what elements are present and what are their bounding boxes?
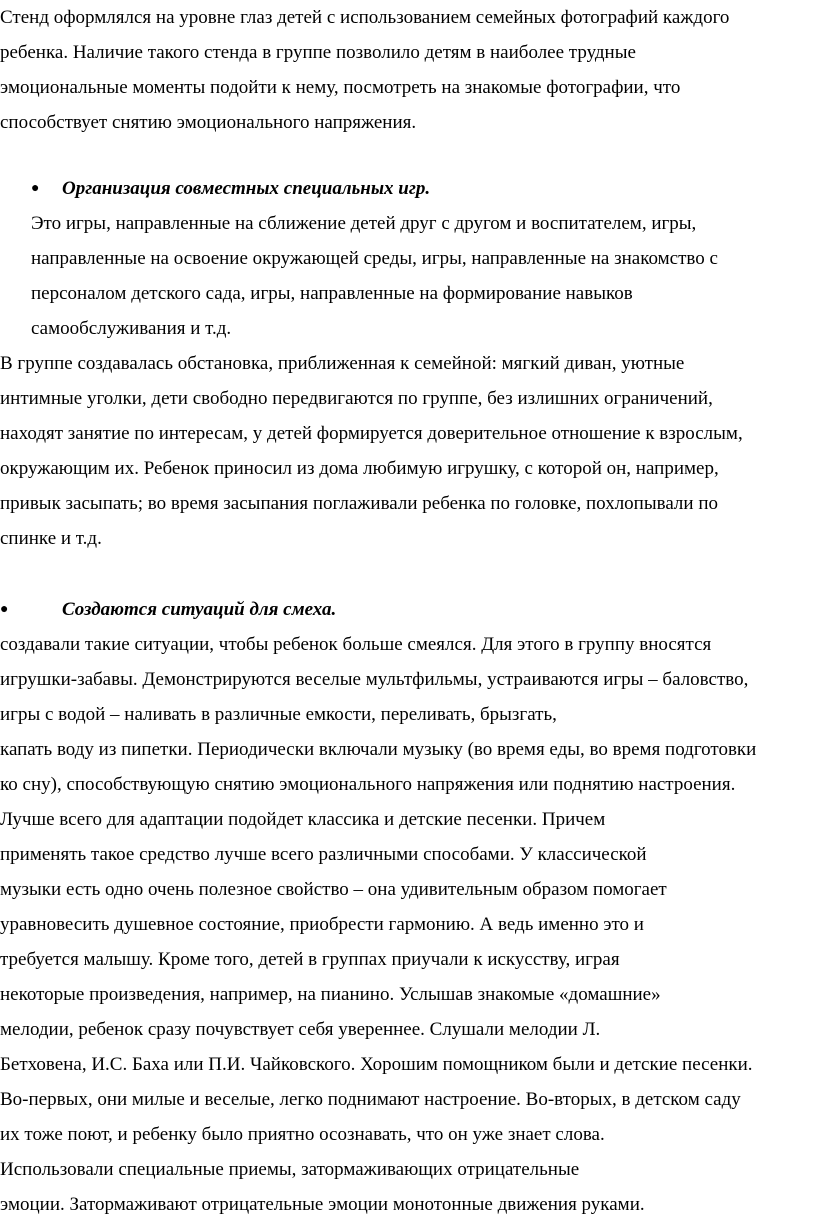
bullet-heading: Организация совместных специальных игр. [62,178,431,199]
paragraph-3-line: требуется малышу. Кроме того, детей в группах приучали к искусству, играя [0,949,620,970]
paragraph-2-line: спинке и т.д. [0,528,102,549]
paragraph-3-line: создавали такие ситуации, чтобы ребенок больше смеялся. Для этого в группу вносятся [0,634,712,655]
bullet-body-line: самообслуживания и т.д. [31,318,232,339]
paragraph-2-line: находят занятие по интересам, у детей формируется доверительное отношение к взрослым, [0,423,743,444]
bullet-body-line: направленные на освоение окружающей среды, игры, направленные на знакомство с [31,248,718,269]
paragraph-3-line: Бетховена, И.С. Баха или П.И. Чайковского. Хорошим помощником были и детские песенки. [0,1054,753,1075]
paragraph-3-line: мелодии, ребенок сразу почувствует себя увереннее. Слушали мелодии Л. [0,1019,601,1040]
bullet-icon: ● [31,181,40,196]
paragraph-3-line: применять такое средство лучше всего различными способами. У классической [0,844,647,865]
paragraph-3-line: эмоции. Затормаживают отрицательные эмоции монотонные движения руками. [0,1194,645,1215]
bullet-heading: Создаются ситуаций для смеха. [62,599,337,620]
paragraph-3-line: их тоже поют, и ребенку было приятно осознавать, что он уже знает слова. [0,1124,605,1145]
paragraph-1-line: Стенд оформлялся на уровне глаз детей с использованием семейных фотографий каждого [0,7,730,28]
paragraph-3-line: Лучше всего для адаптации подойдет классика и детские песенки. Причем [0,809,606,830]
paragraph-3-line: игры с водой – наливать в различные емкости, переливать, брызгать, [0,704,557,725]
bullet-body-line: Это игры, направленные на сближение детей друг с другом и воспитателем, игры, [31,213,697,234]
paragraph-2-line: В группе создавалась обстановка, приближенная к семейной: мягкий диван, уютные [0,353,685,374]
paragraph-3-line: некоторые произведения, например, на пианино. Услышав знакомые «домашние» [0,984,661,1005]
paragraph-1-line: эмоциональные моменты подойти к нему, посмотреть на знакомые фотографии, что [0,77,681,98]
paragraph-3-line: капать воду из пипетки. Периодически включали музыку (во время еды, во время подготовки [0,739,757,760]
paragraph-3-line: уравновесить душевное состояние, приобрести гармонию. А ведь именно это и [0,914,644,935]
paragraph-1-line: способствует снятию эмоционального напряжения. [0,112,417,133]
paragraph-3-line: музыки есть одно очень полезное свойство – она удивительным образом помогает [0,879,667,900]
bullet-body-line: персоналом детского сада, игры, направленные на формирование навыков [31,283,633,304]
paragraph-3-line: игрушки-забавы. Демонстрируются веселые мультфильмы, устраиваются игры – баловство, [0,669,749,690]
paragraph-3-line: Использовали специальные приемы, затормаживающих отрицательные [0,1159,580,1180]
paragraph-3-line: Во-первых, они милые и веселые, легко поднимают настроение. Во-вторых, в детском саду [0,1089,741,1110]
bullet-icon: ● [0,602,9,617]
paragraph-2-line: привык засыпать; во время засыпания поглаживали ребенка по головке, похлопывали по [0,493,719,514]
paragraph-1-line: ребенка. Наличие такого стенда в группе позволило детям в наиболее трудные [0,42,636,63]
paragraph-2-line: окружающим их. Ребенок приносил из дома любимую игрушку, с которой он, например, [0,458,719,479]
paragraph-2-line: интимные уголки, дети свободно передвигаются по группе, без излишних ограничений, [0,388,713,409]
paragraph-3-line: ко сну), способствующую снятию эмоционального напряжения или поднятию настроения. [0,774,736,795]
